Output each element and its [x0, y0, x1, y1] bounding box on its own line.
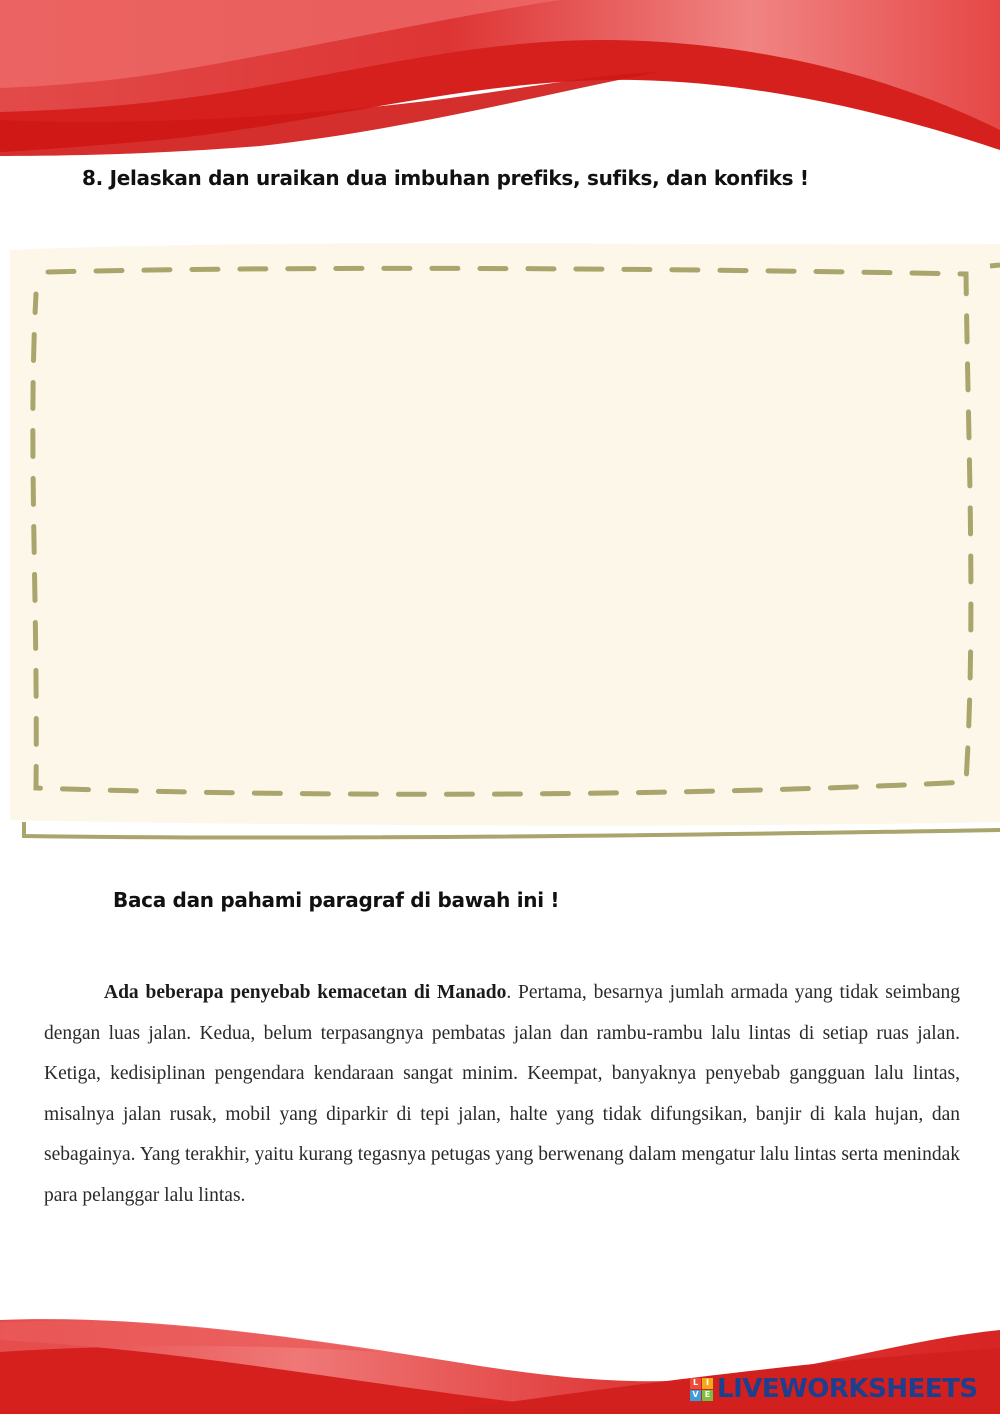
logo-text: LIVEWORKSHEETS [717, 1374, 978, 1404]
logo-letter: L [690, 1378, 701, 1389]
reading-paragraph [44, 973, 960, 1216]
logo-badge-icon [690, 1378, 713, 1401]
paragraph-bold-lead: Ada beberapa penyebab kemacetan di Manado [104, 982, 507, 1003]
answer-textarea[interactable] [36, 278, 966, 790]
logo-letter: E [702, 1390, 713, 1401]
liveworksheets-logo [690, 1374, 978, 1404]
paragraph-body: . Pertama, besarnya jumlah armada yang tidak seimbang dengan luas jalan. Kedua, belum terpasangnya pembatas jalan dan rambu-rambu lalu lintas di setiap ruas jalan. Ketiga, kedisiplinan pengendara kendaraan sangat minim. Keempat, banyaknya penyebab gangguan lalu lintas, misalnya jalan rusak, mobil yang diparkir di tepi jalan, halte yang tidak difungsikan, banjir di kala hujan, dan sebagainya. Yang terakhir, yaitu kurang tegasnya petugas yang berwenang dalam mengatur lalu lintas serta menindak para pelanggar lalu lintas. [44, 982, 960, 1206]
logo-letter: I [702, 1378, 713, 1389]
top-wave-decoration [0, 0, 1000, 160]
reading-instruction: Baca dan pahami paragraf di bawah ini ! [113, 888, 560, 912]
logo-letter: V [690, 1390, 701, 1401]
question-8-heading: 8. Jelaskan dan uraikan dua imbuhan prefiks, sufiks, dan konfiks ! [82, 166, 809, 190]
